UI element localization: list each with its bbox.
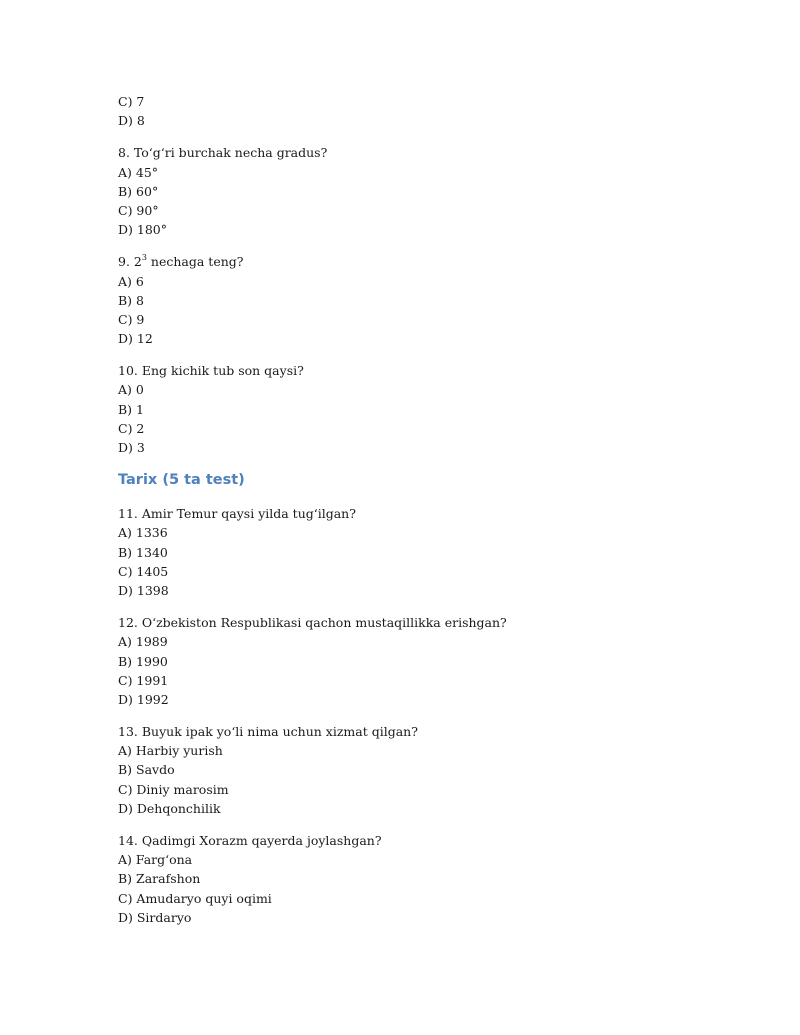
option-c: C) 9 bbox=[118, 311, 145, 327]
question-title: 14. Qadimgi Xorazm qayerda joylashgan? bbox=[118, 833, 382, 848]
option-c: C) 1405 bbox=[118, 563, 169, 579]
question-title-prefix: 9. 2 bbox=[118, 254, 142, 270]
option-a: A) 1336 bbox=[118, 525, 168, 541]
question-7-continuation bbox=[118, 92, 718, 130]
option-c: C) 2 bbox=[118, 420, 145, 436]
option-b: B) 60° bbox=[118, 183, 159, 199]
question-title: 11. Amir Temur qaysi yilda tug‘ilgan? bbox=[118, 506, 356, 522]
question-13 bbox=[118, 722, 718, 818]
option-d: D) 1398 bbox=[118, 582, 169, 598]
option-a: A) 6 bbox=[118, 273, 144, 289]
option-c: C) 7 bbox=[118, 94, 145, 109]
question-12 bbox=[118, 613, 718, 709]
option-a: A) 1989 bbox=[118, 634, 168, 650]
option-d: D) Dehqonchilik bbox=[118, 800, 221, 816]
question-14 bbox=[118, 831, 718, 927]
option-b: B) 1340 bbox=[118, 544, 168, 560]
question-title bbox=[118, 252, 718, 271]
option-d: D) Sirdaryo bbox=[118, 909, 192, 925]
option-a: A) Farg‘ona bbox=[118, 852, 193, 868]
option-a: A) 45° bbox=[118, 164, 159, 180]
page-content bbox=[118, 92, 718, 927]
question-title: 13. Buyuk ipak yo‘li nima uchun xizmat qilgan? bbox=[118, 724, 418, 740]
option-b: B) 1 bbox=[118, 401, 144, 417]
question-title: 10. Eng kichik tub son qaysi? bbox=[118, 363, 304, 379]
question-9 bbox=[118, 252, 718, 348]
option-c: C) 90° bbox=[118, 202, 159, 218]
option-c: C) Amudaryo quyi oqimi bbox=[118, 890, 272, 906]
option-b: B) 1990 bbox=[118, 653, 168, 669]
question-8 bbox=[118, 143, 718, 239]
option-c: C) 1991 bbox=[118, 672, 169, 688]
option-d: D) 3 bbox=[118, 440, 145, 455]
section-heading: Tarix (5 ta test) bbox=[118, 472, 245, 489]
option-b: B) 8 bbox=[118, 292, 144, 308]
question-title: 8. To‘g‘ri burchak necha gradus? bbox=[118, 145, 328, 161]
option-a: A) Harbiy yurish bbox=[118, 743, 223, 759]
option-b: B) Zarafshon bbox=[118, 871, 201, 887]
option-d: D) 12 bbox=[118, 331, 153, 347]
option-d: D) 180° bbox=[118, 222, 167, 238]
question-10 bbox=[118, 361, 718, 457]
question-11 bbox=[118, 504, 718, 600]
option-b: B) Savdo bbox=[118, 762, 175, 778]
option-a: A) 0 bbox=[118, 382, 144, 398]
question-title-suffix: nechaga teng? bbox=[146, 254, 244, 270]
question-title: 12. O‘zbekiston Respublikasi qachon mustaqillikka erishgan? bbox=[118, 615, 507, 631]
exponent: 3 bbox=[141, 253, 147, 263]
option-d: D) 1992 bbox=[118, 691, 169, 707]
option-d: D) 8 bbox=[118, 113, 145, 129]
option-c: C) Diniy marosim bbox=[118, 781, 229, 797]
